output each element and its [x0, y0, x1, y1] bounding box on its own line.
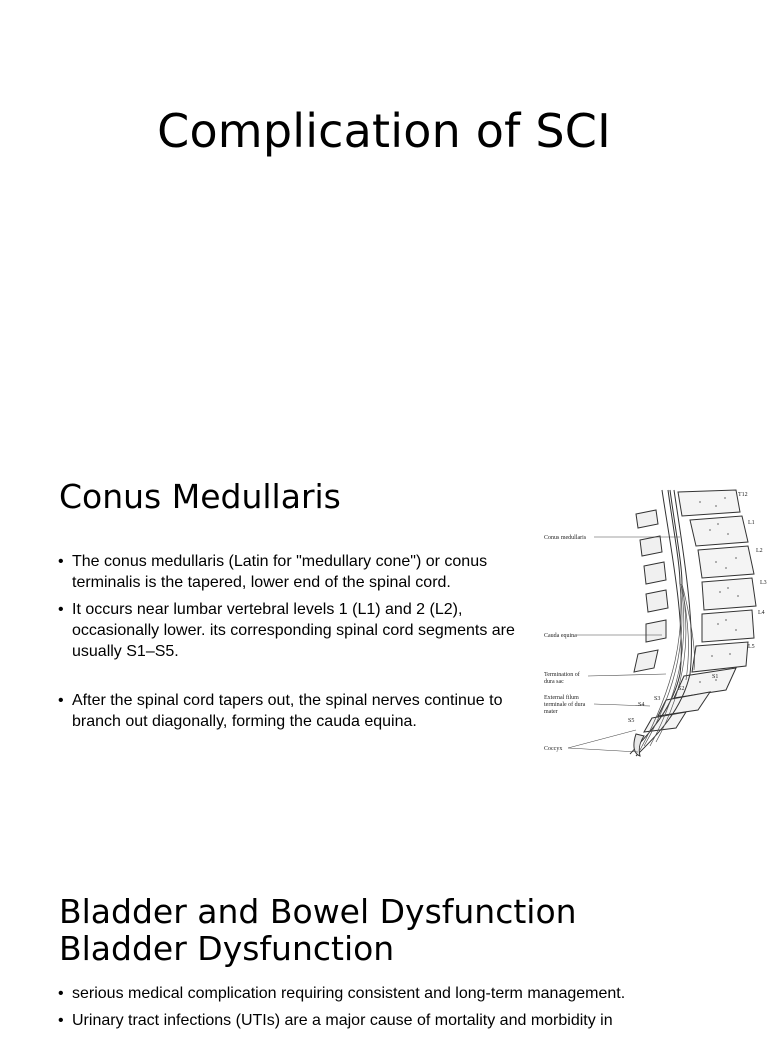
- vertebra-label: L4: [758, 610, 765, 616]
- vertebra-label: S1: [712, 674, 719, 680]
- bladder-bullet-list: [58, 983, 748, 1037]
- vertebra-label: S2: [678, 686, 685, 692]
- vertebra-body: [702, 578, 756, 610]
- vertebra-body: [690, 516, 748, 546]
- annotation-label: Coccyx: [544, 746, 563, 752]
- title-slide: [0, 0, 768, 430]
- annotation-label: Conus medullaris: [544, 535, 587, 541]
- list-item: • It occurs near lumbar vertebral levels 1 (L1) and 2 (L2), occasionally lower. its corresponding spinal cord segments are usually S1–S5.: [58, 599, 543, 662]
- list-item: • The conus medullaris (Latin for "medullary cone") or conus terminalis is the tapered, lower end of the spinal cord.: [58, 551, 543, 593]
- list-item: • After the spinal cord tapers out, the spinal nerves continue to branch out diagonally, forming the cauda equina.: [58, 690, 543, 732]
- heading-line: Bladder and Bowel Dysfunction: [59, 892, 577, 931]
- annotation-label: External filum: [544, 695, 579, 701]
- heading-line: Bladder Dysfunction: [59, 929, 395, 968]
- annotation-label: Termination of: [544, 672, 580, 678]
- vertebra-label: T12: [738, 492, 748, 498]
- annotation-label: terminale of dura: [544, 702, 586, 708]
- bladder-bowel-heading: [59, 893, 577, 967]
- vertebra-label: S5: [628, 718, 635, 724]
- slide-title: Complication of SCI: [157, 104, 611, 158]
- vertebra-label: S4: [638, 702, 645, 708]
- annotation-label: Cauda equina: [544, 633, 577, 639]
- vertebra-label: L2: [756, 548, 763, 554]
- list-item: • serious medical complication requiring consistent and long-term management.: [58, 983, 748, 1004]
- vertebra-label: L3: [760, 580, 767, 586]
- vertebra-label: L5: [748, 644, 755, 650]
- conus-medullaris-heading: Conus Medullaris: [59, 477, 341, 516]
- vertebra-label: L1: [748, 520, 755, 526]
- vertebra-body: [678, 490, 740, 516]
- list-item: • Urinary tract infections (UTIs) are a major cause of mortality and morbidity in: [58, 1010, 748, 1031]
- annotation-label: dura sac: [544, 679, 564, 685]
- vertebra-body: [692, 642, 748, 672]
- spine-diagram: [540, 484, 768, 760]
- vertebra-body: [698, 546, 754, 578]
- annotation-label: mater: [544, 709, 558, 715]
- vertebra-body: [702, 610, 754, 642]
- conus-bullet-list: [58, 551, 543, 738]
- vertebra-label: S3: [654, 696, 661, 702]
